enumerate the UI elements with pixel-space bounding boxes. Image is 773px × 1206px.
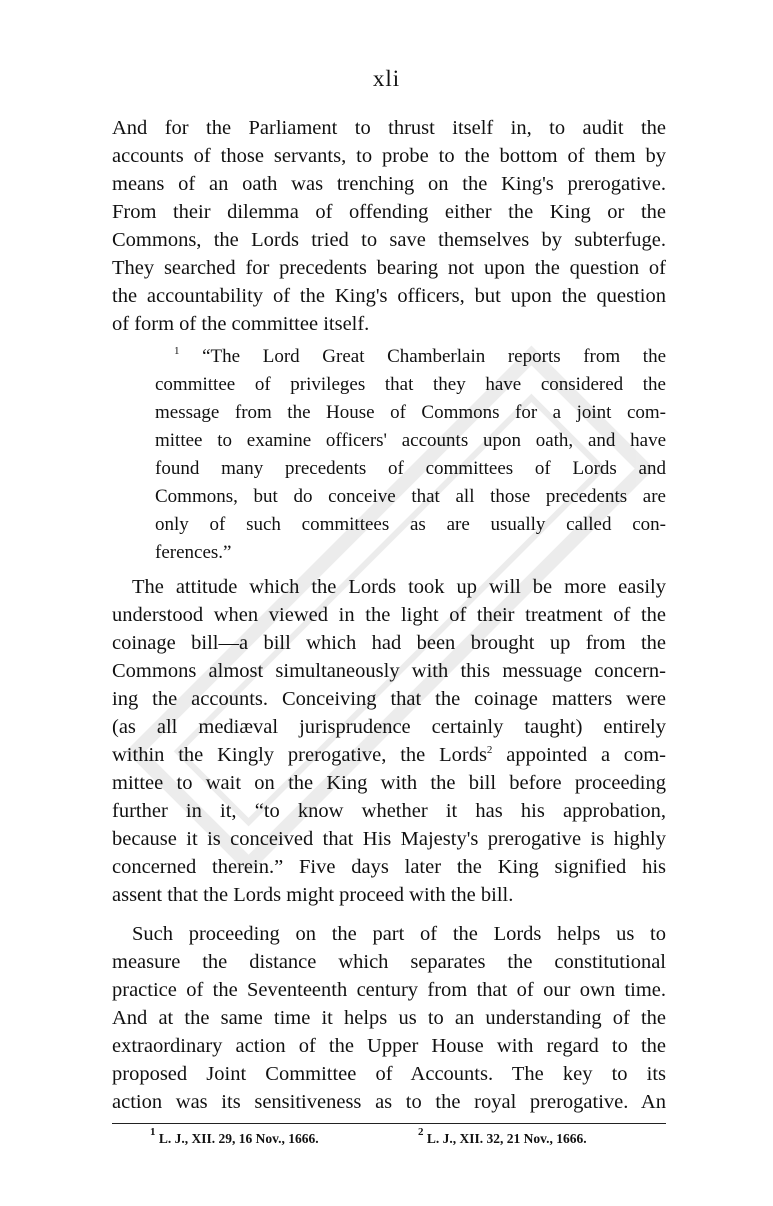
- text-line: accounts of those servants, to probe to the bottom of them by: [112, 145, 666, 167]
- text-line: Such proceeding on the part of the Lords helps us to: [132, 923, 666, 945]
- text-line: within the Kingly prerogative, the Lords$^2$ appointed a com-: [112, 744, 667, 766]
- text-line: measure the distance which separates the constitutional: [112, 951, 666, 973]
- text-line: practice of the Seventeenth century from that of our own time.: [112, 979, 666, 1001]
- text-line: The attitude which the Lords took up will be more easily: [132, 576, 666, 598]
- text-line: the accountability of the King's officers, but upon the question: [112, 285, 666, 307]
- block-quote-line: $^1$ “The Lord Great Chamberlain reports from the: [174, 345, 667, 367]
- text-line: And for the Parliament to thrust itself in, to audit the: [112, 117, 666, 139]
- text-line: mittee to wait on the King with the bill before proceeding: [112, 772, 666, 794]
- text-line: proposed Joint Committee of Accounts. The key to its: [112, 1063, 666, 1085]
- text-line: understood when viewed in the light of their treatment of the: [112, 604, 666, 626]
- footnote-marker: 2: [486, 744, 493, 756]
- text-line: From their dilemma of offending either the King or the: [112, 201, 666, 223]
- text-line: Commons, the Lords tried to save themselves by subterfuge.: [112, 229, 666, 251]
- footnote-marker: 1: [174, 345, 180, 357]
- text-line: They searched for precedents bearing not upon the question of: [112, 257, 666, 279]
- footnote: $^1$ L. J., XII. 29, 16 Nov., 1666.: [150, 1126, 319, 1146]
- page-number: xli: [372, 66, 401, 91]
- text-line: And at the same time it helps us to an understanding of the: [112, 1007, 666, 1029]
- text-line: action was its sensitiveness as to the royal prerogative. An: [112, 1091, 666, 1113]
- text-line: assent that the Lords might proceed with the bill.: [112, 884, 514, 906]
- block-quote-line: committee of privileges that they have considered the: [155, 374, 666, 395]
- block-quote-line: only of such committees as are usually called con-: [155, 514, 666, 535]
- block-quote-line: Commons, but do conceive that all those precedents are: [155, 486, 666, 507]
- text-line: of form of the committee itself.: [112, 313, 370, 335]
- block-quote-line: found many precedents of committees of Lords and: [155, 458, 666, 479]
- footnote: $^2$ L. J., XII. 32, 21 Nov., 1666.: [418, 1126, 587, 1146]
- footnote-divider: [112, 1123, 666, 1124]
- block-quote-line: message from the House of Commons for a joint com-: [155, 402, 666, 423]
- text-line: ing the accounts. Conceiving that the coinage matters were: [112, 688, 666, 710]
- text-line: because it is conceived that His Majesty's prerogative is highly: [112, 828, 666, 850]
- text-line: further in it, “to know whether it has his approbation,: [112, 800, 666, 822]
- block-quote-line: ferences.”: [155, 542, 232, 563]
- text-line: (as all mediæval jurisprudence certainly taught) entirely: [112, 716, 666, 738]
- text-line: Commons almost simultaneously with this messuage concern-: [112, 660, 666, 682]
- block-quote-line: mittee to examine officers' accounts upon oath, and have: [155, 430, 666, 451]
- text-line: concerned therein.” Five days later the King signified his: [112, 856, 666, 878]
- text-line: coinage bill—a bill which had been brought up from the: [112, 632, 666, 654]
- text-line: means of an oath was trenching on the King's prerogative.: [112, 173, 666, 195]
- text-line: extraordinary action of the Upper House with regard to the: [112, 1035, 666, 1057]
